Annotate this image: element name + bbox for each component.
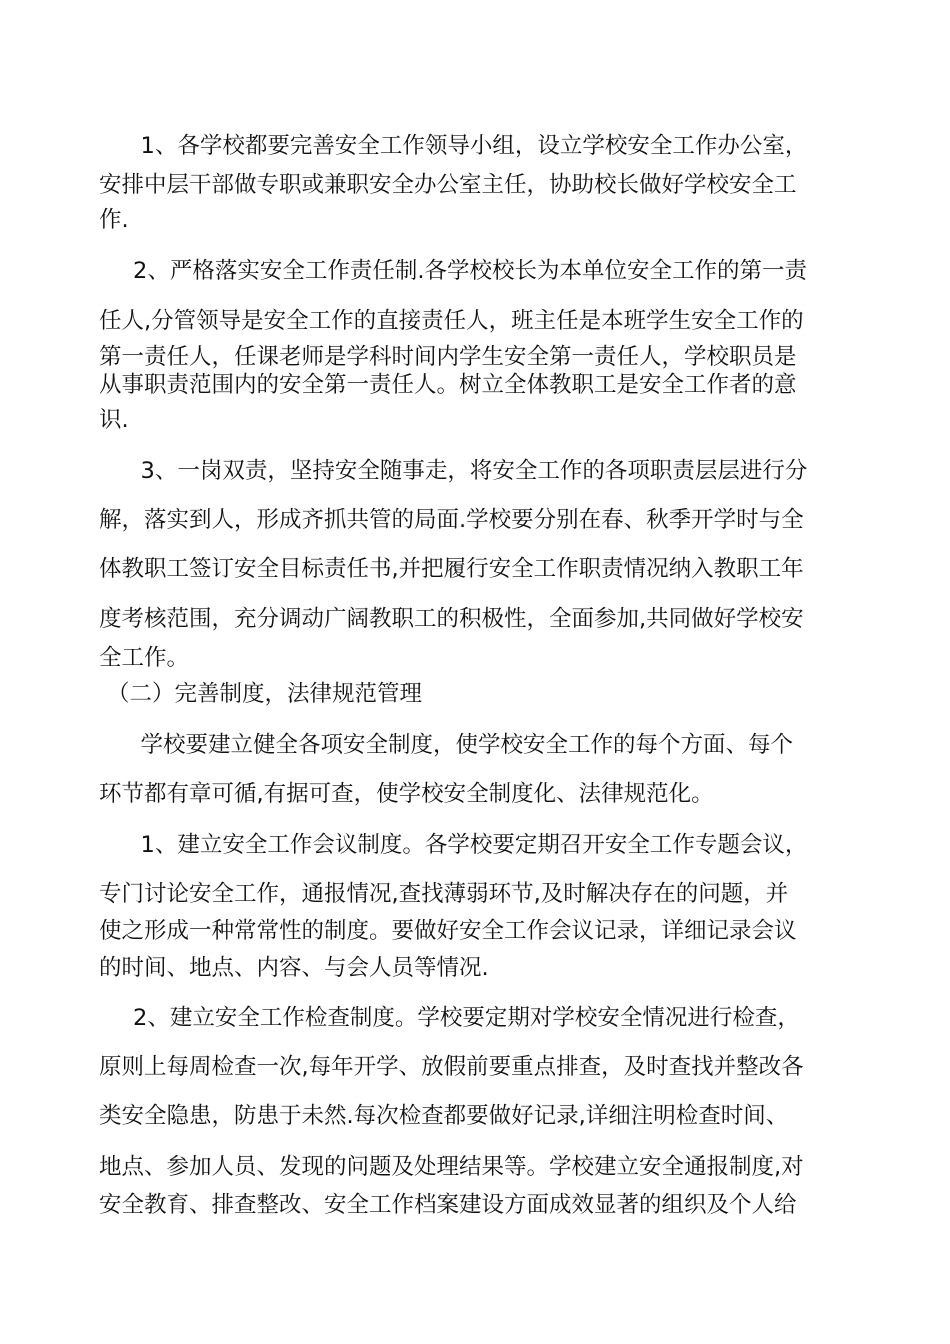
text-line: 安排中层干部做专职或兼职安全办公室主任，协助校长做好学校安全工 [99, 172, 797, 198]
text-line: 作. [99, 207, 129, 233]
text-line: 的时间、地点、内容、与会人员等情况. [99, 955, 489, 981]
text-line: 学校要建立健全各项安全制度，使学校安全工作的每个方面、每个 [118, 732, 794, 758]
text-line: 1、各学校都要完善安全工作领导小组，设立学校安全工作办公室， [118, 133, 808, 159]
text-line: 解，落实到人，形成齐抓共管的局面.学校要分别在春、秋季开学时与全 [99, 507, 804, 533]
text-line: 使之形成一种常常性的制度。要做好安全工作会议记录，详细记录会议 [99, 918, 797, 944]
text-line: 3、一岗双责，坚持安全随事走，将安全工作的各项职责层层进行分 [118, 458, 808, 484]
text-line: 从事职责范围内的安全第一责任人。树立全体教职工是安全工作者的意 [99, 372, 797, 398]
text-line: 专门讨论安全工作，通报情况,查找薄弱环节,及时解决存在的问题，并 [99, 881, 789, 907]
text-line: 2、严格落实安全工作责任制.各学校校长为本单位安全工作的第一责 [133, 258, 807, 284]
text-line: 度考核范围，充分调动广阔教职工的积极性，全面参加,共同做好学校安 [99, 606, 804, 632]
text-line: 识. [99, 407, 129, 433]
section-heading: （二）完善制度，法律规范管理 [107, 681, 423, 707]
text-line: 第一责任人，任课老师是学科时间内学生安全第一责任人，学校职员是 [99, 344, 797, 370]
text-line: 安全教育、排查整改、安全工作档案建设方面成效显著的组织及个人给 [99, 1192, 797, 1218]
text-line: 全工作。 [99, 645, 190, 671]
text-line: 地点、参加人员、发现的问题及处理结果等。学校建立安全通报制度,对 [99, 1154, 804, 1180]
text-line: 环节都有章可循,有据可查，使学校安全制度化、法律规范化。 [99, 781, 714, 807]
text-line: 体教职工签订安全目标责任书,并把履行安全工作职责情况纳入教职工年 [99, 556, 804, 582]
text-line: 原则上每周检查一次,每年开学、放假前要重点排查，及时查找并整改各 [99, 1054, 804, 1080]
text-line: 类安全隐患，防患于未然.每次检查都要做好记录,详细注明检查时间、 [99, 1103, 789, 1129]
text-line: 任人,分管领导是安全工作的直接责任人，班主任是本班学生安全工作的 [99, 308, 804, 334]
text-line: 1、建立安全工作会议制度。各学校要定期召开安全工作专题会议， [118, 832, 808, 858]
text-line: 2、建立安全工作检查制度。学校要定期对学校安全情况进行检查， [133, 1005, 800, 1031]
